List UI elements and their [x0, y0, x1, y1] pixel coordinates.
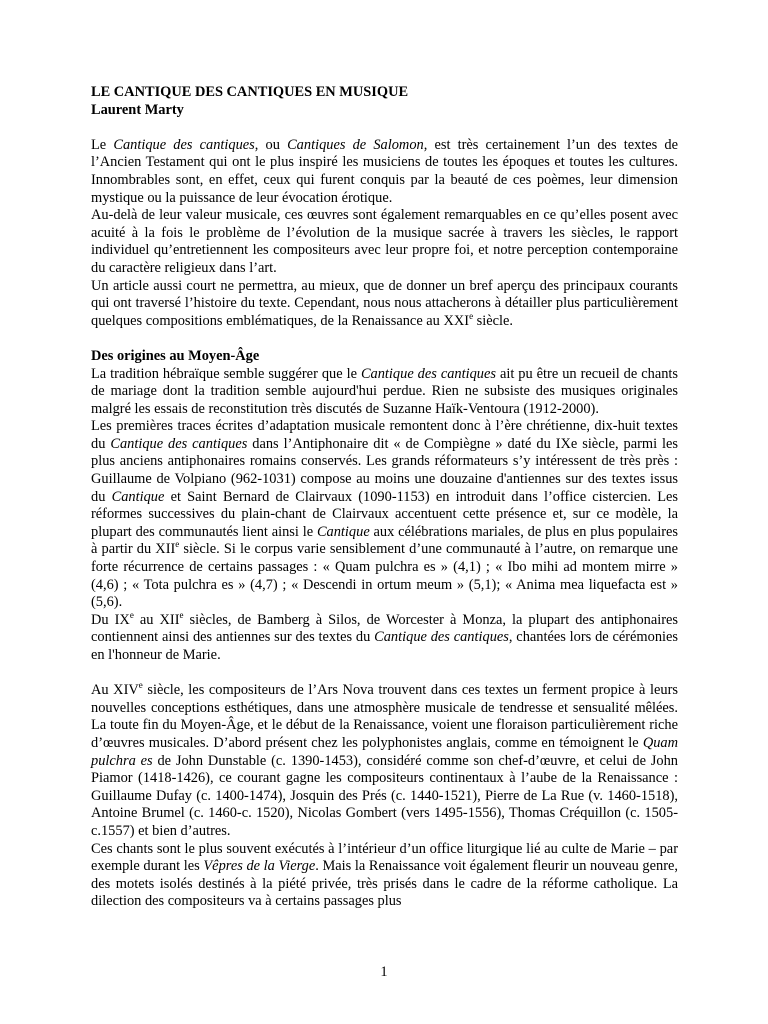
text-run: siècle. Si le corpus varie sensiblement d’une communauté à l’autre, on remarque une forte récurrence de certains passages : « Quam pulchra es » (4,1) ; « Ibo mihi ad montem mirre » (4,6) ; « Tota pulchra es » (4,7) ; « Descendi in ortum meum » (5,1); « Anima mea liquefacta est » (5,6). — [91, 541, 679, 611]
text-run: aux célébrations mariales, de plus en plus populaires à partir du XII — [91, 523, 678, 558]
text-run: Un article aussi court ne permettra, au mieux, que de donner un bref aperçu des principaux courants qui ont traversé l’histoire du texte. Cependant, nous nous attacherons à détailler plus particulièrement quelques compositions emblématiques, de la Renaissance au XXI — [91, 277, 678, 329]
document-page — [91, 84, 678, 911]
work-title: Cantique des cantiques — [113, 136, 255, 153]
superscript: e — [175, 539, 180, 550]
text-run: siècles, de Bamberg à Silos, de Worcester à Monza, la plupart des antiphonaires contiennent ainsi des antiennes sur des textes du — [91, 611, 678, 646]
text-run: et Saint Bernard de Clairvaux (1090-1153) en introduit dans l’office cistercien. Les réformes successives du plain-chant de Clairvaux accentuent cette présence et, sur ce modèle, la plupart des communautés lient ainsi le — [91, 488, 678, 540]
page-number: 1 — [380, 964, 388, 980]
work-title: Cantiques de Salomon — [287, 136, 424, 153]
text-run: au XII — [133, 611, 180, 628]
spacer — [91, 330, 678, 348]
intro-paragraph-2: Au-delà de leur valeur musicale, ces œuvres sont également remarquables en ce qu’elles posent avec acuité à la fois le problème de l’évolution de la musique sacrée à travers les siècles, le rapport individuel qu’entretiennent les compositeurs avec leur propre foi, et notre perception contemporaine du caractère religieux dans l’art. — [91, 207, 678, 276]
text-run: Ces chants sont le plus souvent exécutés à l’intérieur d’un office liturgique lié au culte de Marie – par exemple durant les — [91, 840, 678, 875]
work-title: Cantique des cantiques — [360, 365, 496, 382]
work-title: Cantique des cantiques — [110, 435, 248, 452]
text-run: dans l’Antiphonaire dit « de Compiègne » daté du IXe siècle, parmi les plus anciens antiphonaires romains conservés. Les grands réformateurs s’y intéressent de très près : Guillaume de Volpiano (962-1031) compose au moins une douzaine d'antiennes sur des textes issus du — [91, 435, 679, 505]
spacer — [91, 119, 678, 137]
section-paragraph-2 — [91, 418, 678, 612]
section-heading: Des origines au Moyen-Âge — [91, 347, 260, 364]
text-run: Le — [91, 136, 114, 153]
work-title: Cantique — [111, 488, 165, 505]
intro-paragraph-3 — [91, 278, 678, 331]
superscript: e — [179, 609, 184, 620]
text-run: Du IX — [91, 611, 130, 628]
text-run: siècle, les compositeurs de l’Ars Nova trouvent dans ces textes un ferment propice à leurs nouvelles conceptions esthétiques, dans une atmosphère musicale de tendresse et sensualité mêlées. La toute fin du Moyen-Âge, et le début de la Renaissance, voient une floraison particulièrement riche d’œuvres musicales. D’abord présent chez les polyphonistes anglais, comme en témoignent le — [91, 682, 678, 751]
spacer — [91, 665, 678, 683]
intro-paragraph-1 — [91, 137, 678, 207]
document-title: LE CANTIQUE DES CANTIQUES EN MUSIQUE — [91, 84, 409, 100]
superscript: e — [138, 680, 143, 691]
text-run: , chantées lors de cérémonies en l'honneur de Marie. — [91, 629, 679, 663]
text-run: La tradition hébraïque semble suggérer que le — [91, 365, 361, 382]
text-run: , est très certainement l’un des textes de l’Ancien Testament qui ont le plus inspiré les musiciens de toutes les époques et toutes les cultures. Innombrables sont, en effet, ceux qui furent conquis par la beauté de ces poèmes, leur dimension mystique ou la puissance de leur évocation érotique. — [91, 136, 679, 206]
work-title: Vêpres de la Vierge — [203, 858, 316, 875]
text-run: de John Dunstable (c. 1390-1453), considéré comme son chef-d’œuvre, et celui de John Piamor (1418-1426), ce courant gagne les compositeurs continentaux à l’aube de la Renaissance : Guillaume Dufay (c. 1400-1474), Josquin des Prés (c. 1440-1521), Pierre de La Rue (v. 1460-1518), Antoine Brumel (c. 1460-c. 1520), Nicolas Gombert (vers 1495-1556), Thomas Créquillon (c. 1505-c.1557) et bien d’autres. — [91, 752, 678, 839]
section-paragraph-4 — [91, 682, 678, 840]
document-author: Laurent Marty — [91, 101, 184, 118]
superscript: e — [469, 310, 474, 321]
text-run: siècle. — [473, 312, 514, 329]
text-run: , ou — [254, 136, 288, 153]
work-title: Quam pulchra es — [91, 734, 678, 769]
work-title: Cantique des cantiques — [374, 629, 509, 646]
text-run: ait pu être un recueil de chants de mariage dont la tradition semble aujourd'hui perdue. Rien ne subsiste des musiques originales malgré les essais de reconstitution très discutés de Suzanne Haïk-Ventoura (1912-2000). — [91, 365, 679, 417]
section-paragraph-5 — [91, 841, 678, 911]
section-paragraph-1 — [91, 366, 678, 419]
section-paragraph-3 — [91, 609, 679, 665]
text-run: Au XIV — [91, 682, 139, 699]
text-run: . Mais la Renaissance voit également fleurir un nouveau genre, des motets isolés destinés à la piété privée, très prisés dans le cadre de la réforme catholique. La dilection des compositeurs va à certains passages plus — [91, 858, 678, 910]
text-run: Les premières traces écrites d’adaptation musicale remontent donc à l’ère chrétienne, dix-huit textes du — [91, 418, 678, 452]
work-title: Cantique — [316, 523, 370, 540]
superscript: e — [129, 609, 134, 620]
